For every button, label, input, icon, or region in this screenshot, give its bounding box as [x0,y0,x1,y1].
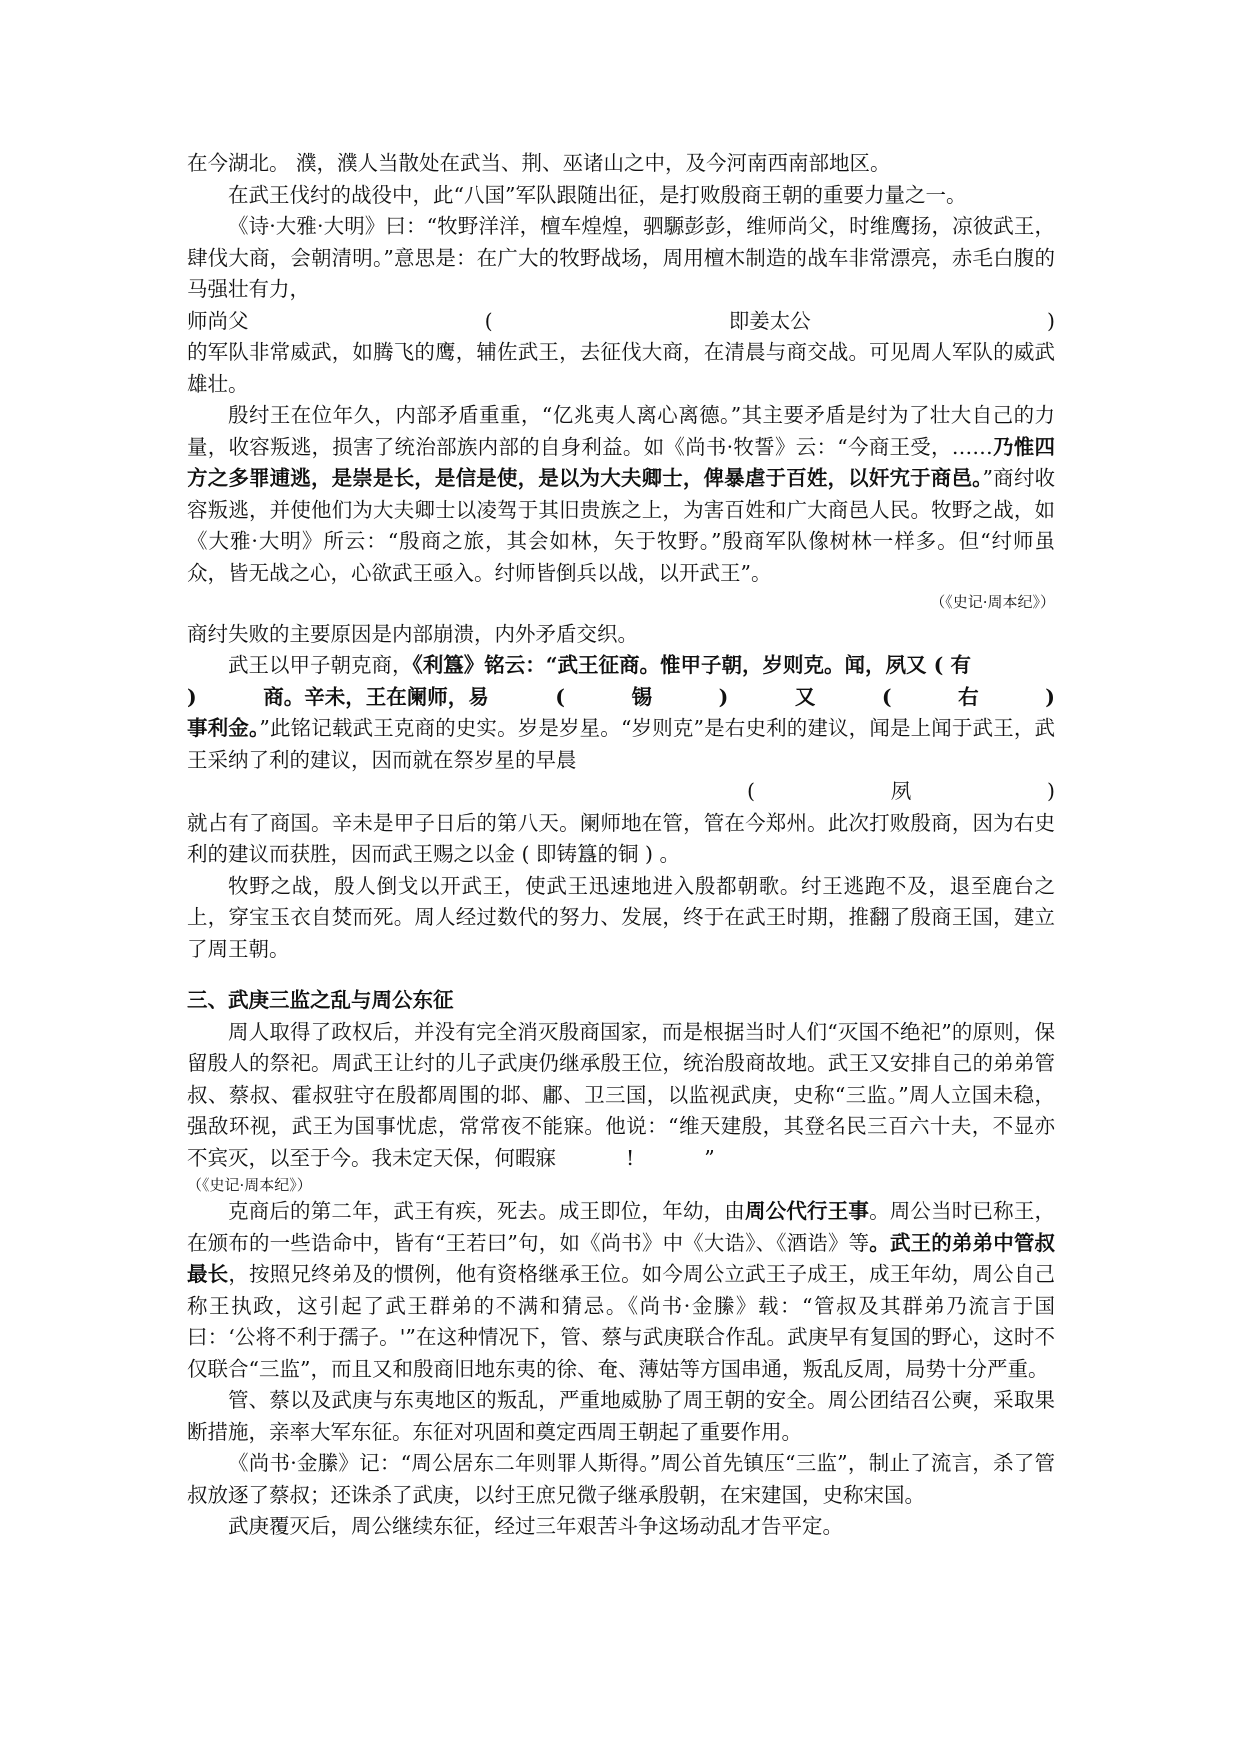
p5-bold-1: 《利簋》铭云：“武王征商。惟甲子朝，岁则克。闻，夙又 ( 有 [412,653,972,677]
p5-text-b: ”此铭记载武王克商的史实。岁是岁星。“岁则克”是右史利的建议，闻是上闻于武王，武王采纳了利的建议，因而就在祭岁星的早晨 [187,716,1055,772]
paragraph-11: 武庚覆灭后，周公继续东征，经过三年艰苦斗争这场动乱才告平定。 [228,1514,843,1538]
p4-source: （《史记·周本纪》） [930,593,1055,611]
paragraph-6: 牧野之战，殷人倒戈以开武王，使武王迅速地进入殷都朝歌。纣王逃跑不及，退至鹿台之上，穿宝玉衣自焚而死。周人经过数代的努力、发展，终于在武王时期，推翻了殷商王国，建立了周王朝。 [187,873,1055,961]
p7-quote: ” [704,1145,715,1170]
p3-s2: ( [484,308,493,333]
p4-text-a: 殷纣王在位年久，内部矛盾重重，“亿兆夷人离心离德。”其主要矛盾是纣为了壮大自己的力量，收容叛逃，损害了统治部族内部的自身利益。如《尚书·牧誓》云：“今商王受，…… [187,403,1055,459]
p5-text-a: 武王以甲子朝克商， [228,653,413,677]
paragraph-8: 克商后的第二年，武王有疾，死去。成王即位，年幼，由周公代行王事。周公当时已称王，在颁布的一些诰命中，皆有“王若曰”句，如《尚书》中《大诰》、《酒诰》等。武王的弟弟中管叔最长，按照兄终弟及的惯例，他有资格继承王位。如今周公立武王子成王，成王年幼，周公自己称王执政，这引起了武王群弟的不满和猜忌。《尚书·金縢》载：“管叔及其群弟乃流言于国曰：‘公将不利于孺子。'”在这种情况下，管、蔡与武庚联合作乱。武庚早有复国的野心，这时不仅联合“三监”，而且又和殷商旧地东夷的徐、奄、薄姑等方国串通，叛乱反周，局势十分严重。 [187,1199,1056,1381]
p3-text-b: 的军队非常威武，如腾飞的鹰，辅佐武王，去征伐大商，在清晨与商交战。可见周人军队的威武雄壮。 [187,340,1055,396]
paragraph-3 [187,211,1055,400]
paragraph-10: 《尚书·金縢》记：“周公居东二年则罪人斯得。”周公首先镇压“三监”，制止了流言，杀了管叔放逐了蔡叔；还诛杀了武庚，以纣王庶兄微子继承殷朝，在宋建国，史称宋国。 [187,1451,1055,1507]
p5-text-c: 就占有了商国。辛未是甲子日后的第八天。阑师地在管，管在今郑州。此次打败殷商，因为右史利的建议而获胜，因而武王赐之以金 ( 即铸簋的铜 ) 。 [187,810,1055,866]
p7-exclaim: ! [626,1145,635,1170]
p5-spread-line-1: ) 商。辛未，王在阑师，易 ( 锡 ) 又 ( 右 ) [187,684,1055,709]
p4-bold: 乃惟四方之多罪逋逃，是崇是长，是信是使，是以为大夫卿士，俾暴虐于百姓，以奸宄于商邑。 [187,434,1056,490]
document-page [187,148,1055,1543]
p5-spread-line-2: ( 夙 ) [747,779,1055,803]
p3-spread-line [187,306,1055,338]
p3-text-a: 《诗·大雅·大明》曰：“牧野洋洋，檀车煌煌，驷騵彭彭，维师尚父，时维鹰扬，凉彼武王，肆伐大商，会朝清明。”意思是：在广大的牧野战场，周用檀木制造的战车非常漂亮，赤毛白腹的马强壮有力， [187,214,1055,301]
p3-s4: ) [1046,308,1055,333]
p7-source: （《史记·周本纪》） [187,1176,312,1194]
paragraph-9: 管、蔡以及武庚与东夷地区的叛乱，严重地威胁了周王朝的安全。周公团结召公奭，采取果断措施，亲率大军东征。东征对巩固和奠定西周王朝起了重要作用。 [187,1388,1055,1444]
p3-s1: 师尚父 [187,308,249,333]
p7-text-a: 周人取得了政权后，并没有完全消灭殷商国家，而是根据当时人们“灭国不绝祀”的原则，保留殷人的祭祀。周武王让纣的儿子武庚仍继承殷王位，统治殷商故地。武王又安排自己的弟弟管叔、蔡叔、霍叔驻守在殷都周围的邶、鄘、卫三国，以监视武庚，史称“三监。”周人立国未稳，强敌环视，武王为国事忧虑，常常夜不能寐。他说：“维天建殷，其登名民三百六十夫，不显亦不宾灭，以至于今。我未定天保，何暇寐 [187,1019,1055,1170]
p4-text-b: ”商纣收容叛逃，并使他们为大夫卿士以凌驾于其旧贵族之上，为害百姓和广大商邑人民。牧野之战，如《大雅·大明》所云：“殷商之旅，其会如林，矢于牧野。”殷商军队像树林一样多。但“纣师虽众，皆无战之心，心欲武王亟入。纣师皆倒兵以战，以开武王”。 [187,466,1055,585]
paragraph-2: 在武王伐纣的战役中，此“八国”军队跟随出征，是打败殷商王朝的重要力量之一。 [228,182,967,207]
p3-s3: 即姜太公 [728,308,811,333]
paragraph-7 [187,1017,1055,1197]
p5-bold-2: 事利金。 [187,716,260,740]
section-heading: 三、武庚三监之乱与周公东征 [187,988,454,1012]
p4-text-c: 商纣失败的主要原因是内部崩溃，内外矛盾交织。 [187,621,638,646]
p8-bold-1: 周公代行王事 [745,1199,870,1223]
p8-bold-2: 武王的弟弟中管叔最长 [187,1230,1056,1286]
paragraph-4 [187,400,1055,650]
paragraph-1: 在今湖北。 濮，濮人当散处在武当、荆、巫诸山之中，及今河南西南部地区。 [187,151,891,175]
paragraph-5 [187,650,1055,871]
